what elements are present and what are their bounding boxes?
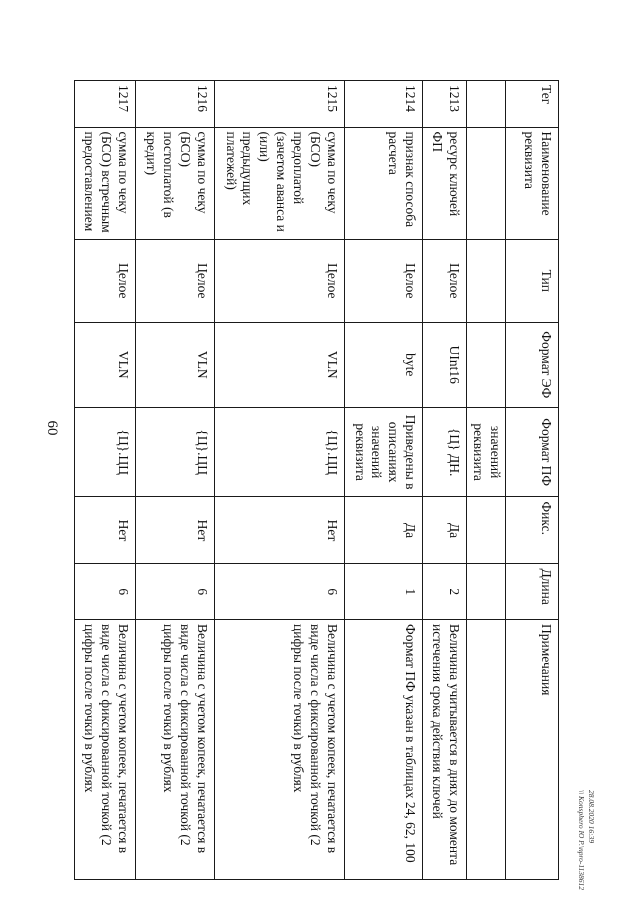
- cell-fixed: Да: [344, 497, 422, 564]
- cell-format-fe: VLN: [214, 322, 344, 407]
- cell-length: 6: [136, 564, 214, 620]
- cell-notes: Величина учитывается в днях до момента истечения срока действия ключей: [423, 620, 467, 880]
- continuation-row: [467, 81, 506, 880]
- cell-fixed: Нет: [136, 497, 214, 564]
- cell-type: Целое: [344, 239, 422, 322]
- cell-tag: 1217: [75, 81, 136, 128]
- cell-tag: 1214: [344, 81, 422, 128]
- footer-stamp-source: \\ Konsphero Ю Р.\npro-1138612: [577, 790, 586, 891]
- header-format-fe: Формат ЭФ: [506, 322, 559, 407]
- cell-format-fe: UInt16: [423, 322, 467, 407]
- cell-name: ресурс ключей ФП: [423, 127, 467, 239]
- cell-notes: Величина с учетом копеек, печатается в виде числа с фиксированной точкой (2 цифры после точки) в рублях: [214, 620, 344, 880]
- cell-tag: 1215: [214, 81, 344, 128]
- cell-name: признак способа расчета: [344, 127, 422, 239]
- table-row: [214, 81, 344, 880]
- cell-fixed: Нет: [214, 497, 344, 564]
- cell-name: сумма по чеку (БСО) постоплатой (в кредит): [136, 127, 214, 239]
- header-type: Тип: [506, 239, 559, 322]
- cell-type: Целое: [423, 239, 467, 322]
- cell-format-pf: {Ц}.ЦЦ: [214, 407, 344, 497]
- cell-format-fe: VLN: [75, 322, 136, 407]
- requisites-table: [74, 80, 559, 880]
- cell-format-fe: VLN: [136, 322, 214, 407]
- table-row: [344, 81, 422, 880]
- cell-length: 6: [214, 564, 344, 620]
- cell-length: 6: [75, 564, 136, 620]
- cell-name: сумма по чеку (БСО) встречным предоставлением: [75, 127, 136, 239]
- cell-format-pf: {Ц}.ЦЦ: [136, 407, 214, 497]
- footer-stamp-date: 28.08.2020 16:39: [587, 790, 596, 844]
- cell-format-pf: Приведены в описаниях значений реквизита: [344, 407, 422, 497]
- table-row: [136, 81, 214, 880]
- cell-length: 2: [423, 564, 467, 620]
- table-header-row: [506, 81, 559, 880]
- cell-format-pf: {Ц}.ЦЦ: [75, 407, 136, 497]
- cont-tag: [467, 81, 506, 128]
- header-notes: Примечания: [506, 620, 559, 880]
- cell-format-pf: {Ц} ДН.: [423, 407, 467, 497]
- cell-tag: 1213: [423, 81, 467, 128]
- cell-fixed: Нет: [75, 497, 136, 564]
- cont-type: [467, 239, 506, 322]
- cont-format-fe: [467, 322, 506, 407]
- cell-notes: Формат ПФ указан в таблицах 24, 62, 100: [344, 620, 422, 880]
- header-tag: Тег: [506, 81, 559, 128]
- cell-format-fe: byte: [344, 322, 422, 407]
- footer-stamp: [576, 790, 596, 910]
- header-fixed: Фикс.: [506, 497, 559, 564]
- page-number: 60: [44, 420, 60, 436]
- header-length: Длина: [506, 564, 559, 620]
- cell-tag: 1216: [136, 81, 214, 128]
- cell-fixed: Да: [423, 497, 467, 564]
- cell-name: сумма по чеку (БСО) предоплатой (зачетом аванса и (или) предыдущих платежей): [214, 127, 344, 239]
- table-row: [75, 81, 136, 880]
- table-rotator: [74, 80, 559, 880]
- cell-type: Целое: [214, 239, 344, 322]
- cell-type: Целое: [136, 239, 214, 322]
- table-row: [423, 81, 467, 880]
- cont-name: [467, 127, 506, 239]
- cell-notes: Величина с учетом копеек, печатается в виде числа с фиксированной точкой (2 цифры после точки) в рублях: [75, 620, 136, 880]
- cell-notes: Величина с учетом копеек, печатается в виде числа с фиксированной точкой (2 цифры после точки) в рублях: [136, 620, 214, 880]
- cont-format-pf: значений реквизита: [467, 407, 506, 497]
- header-name: Наименование реквизита: [506, 127, 559, 239]
- cell-length: 1: [344, 564, 422, 620]
- cont-fixed: [467, 497, 506, 564]
- header-format-pf: Формат ПФ: [506, 407, 559, 497]
- cont-length: [467, 564, 506, 620]
- cont-notes: [467, 620, 506, 880]
- cell-type: Целое: [75, 239, 136, 322]
